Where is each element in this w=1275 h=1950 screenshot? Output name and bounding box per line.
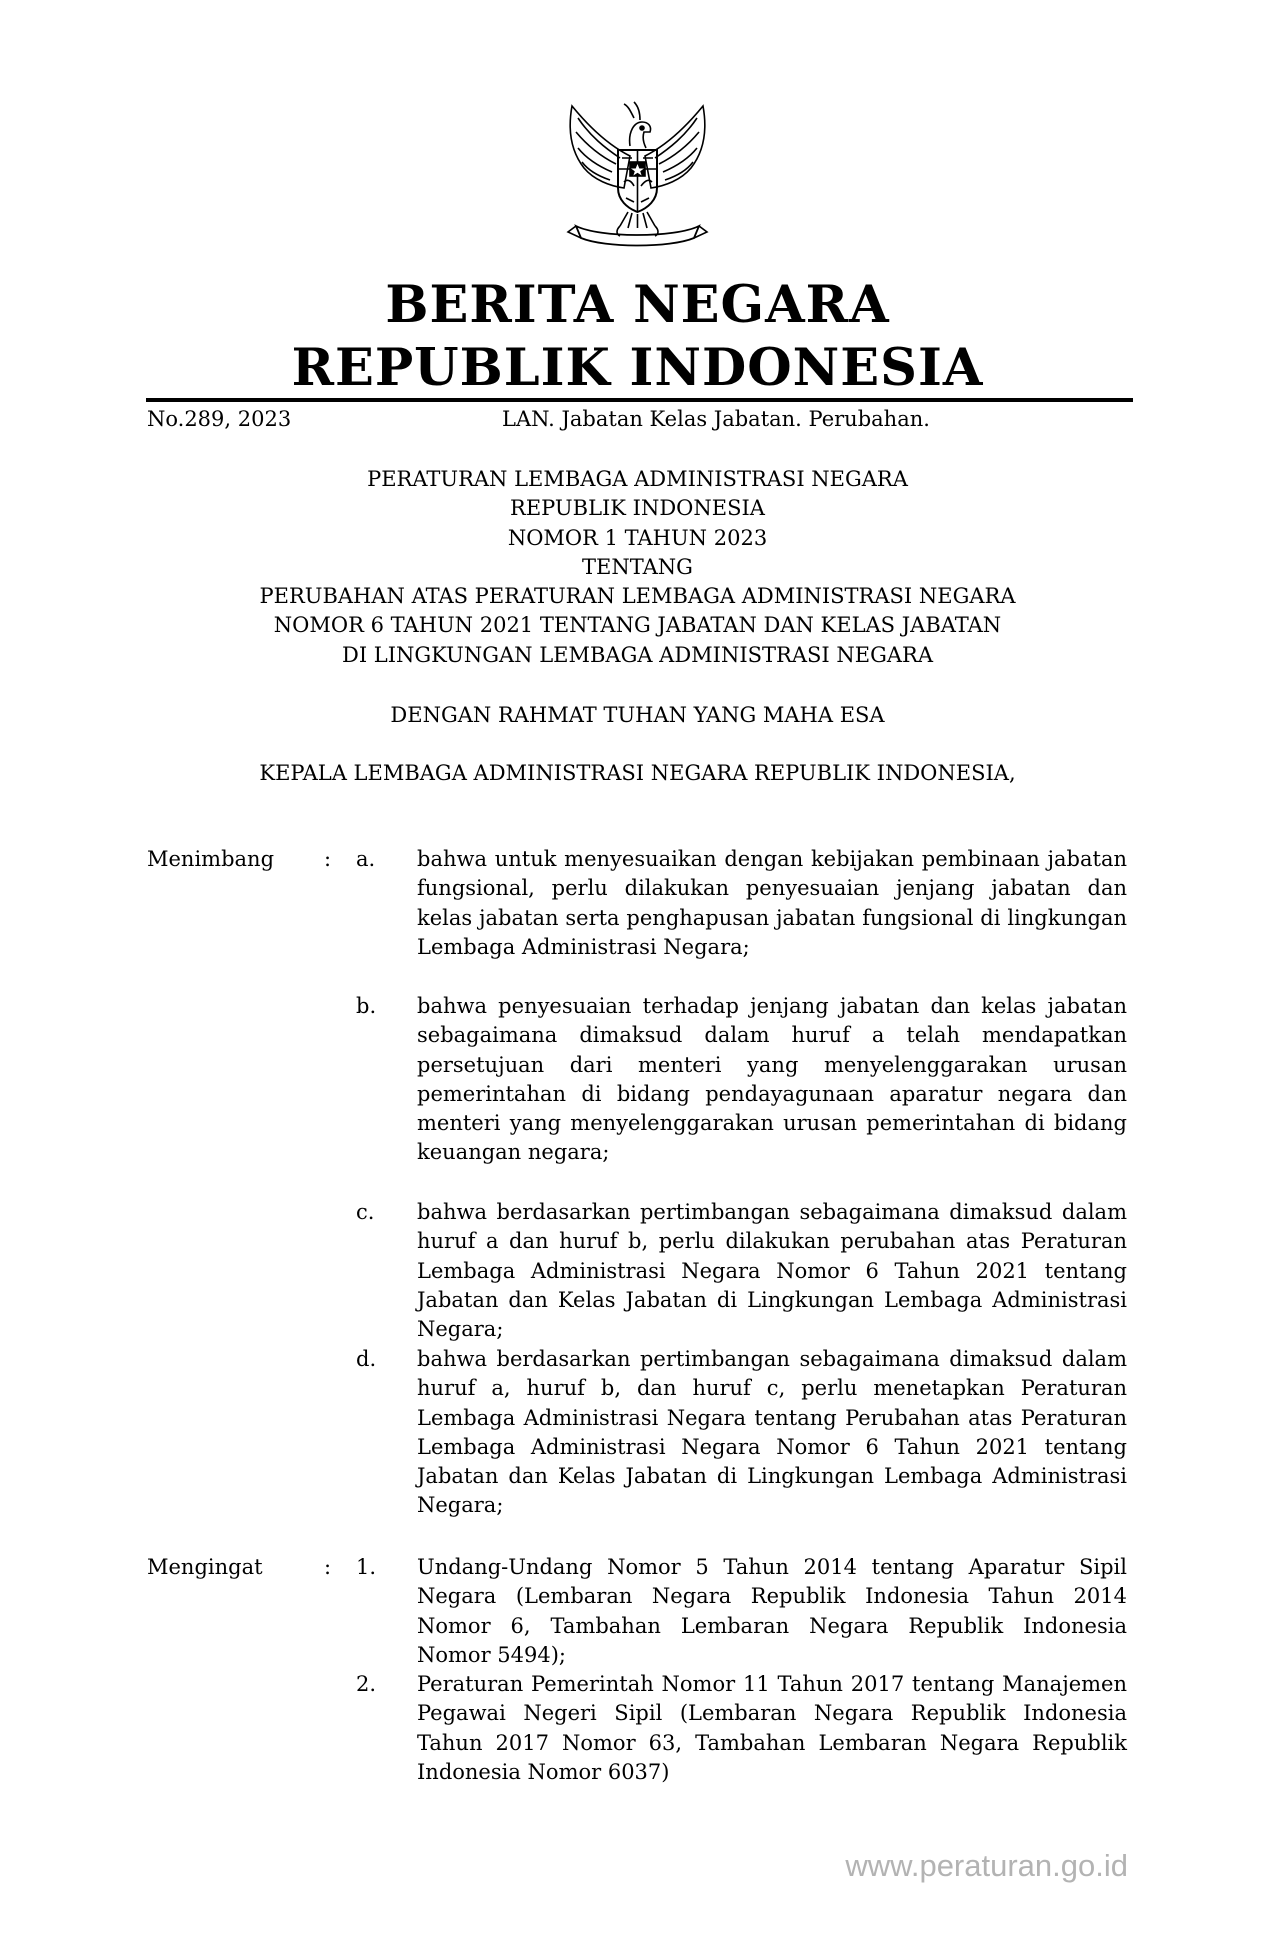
title-line: PERUBAHAN ATAS PERATURAN LEMBAGA ADMINISTRASI NEGARA — [259, 584, 1016, 609]
mengingat-item-mark: 1. — [356, 1555, 377, 1579]
menimbang-item-text: bahwa untuk menyesuaikan dengan kebijakan pembinaan jabatan fungsional, perlu dilakukan penyesuaian jenjang jabatan dan kelas jabatan serta penghapusan jabatan fungsional di lingkungan Lembaga Administrasi Negara; — [417, 847, 1127, 959]
masthead-divider — [146, 398, 1133, 402]
menimbang-label: Menimbang — [147, 847, 275, 871]
regulation-title — [0, 465, 1275, 670]
menimbang-item-mark: b. — [356, 994, 377, 1018]
menimbang-colon: : — [324, 847, 332, 871]
title-line: TENTANG — [582, 554, 693, 579]
mengingat-item-text: Peraturan Pemerintah Nomor 11 Tahun 2017 tentang Manajemen Pegawai Negeri Sipil (Lembaran Negara Republik Indonesia Tahun 2017 Nomor 63, Tambahan Lembaran Negara Republik Indonesia Nomor 6037) — [417, 1672, 1127, 1784]
gazette-number: No.289, 2023 — [147, 407, 292, 431]
menimbang-item-text: bahwa penyesuaian terhadap jenjang jabatan dan kelas jabatan sebagaimana dimaksud dalam huruf a telah mendapatkan persetujuan dari menteri yang menyelenggarakan urusan pemerintahan di bidang pendayagunaan aparatur negara dan menteri yang menyelenggarakan urusan pemerintahan di bidang keuangan negara; — [417, 994, 1127, 1165]
mengingat-label: Mengingat — [147, 1555, 263, 1579]
invocation: DENGAN RAHMAT TUHAN YANG MAHA ESA — [390, 703, 885, 727]
menimbang-item-mark: a. — [356, 847, 376, 871]
gazette-subject: LAN. Jabatan Kelas Jabatan. Perubahan. — [502, 407, 930, 431]
title-line: NOMOR 6 TAHUN 2021 TENTANG JABATAN DAN KELAS JABATAN — [273, 613, 1002, 638]
masthead-title-line-2: REPUBLIK INDONESIA — [291, 338, 984, 398]
menimbang-item-text: bahwa berdasarkan pertimbangan sebagaimana dimaksud dalam huruf a dan huruf b, perlu dilakukan perubahan atas Peraturan Lembaga Administrasi Negara Nomor 6 Tahun 2021 tentang Jabatan dan Kelas Jabatan di Lingkungan Lembaga Administrasi Negara; — [417, 1200, 1127, 1342]
menimbang-item-mark: c. — [356, 1200, 375, 1224]
menimbang-item-mark: d. — [356, 1347, 377, 1371]
title-line: REPUBLIK INDONESIA — [510, 496, 765, 521]
mengingat-colon: : — [324, 1555, 332, 1579]
issuer-line: KEPALA LEMBAGA ADMINISTRASI NEGARA REPUBLIK INDONESIA, — [259, 761, 1016, 785]
menimbang-item-text: bahwa berdasarkan pertimbangan sebagaimana dimaksud dalam huruf a, huruf b, dan huruf c, perlu menetapkan Peraturan Lembaga Administrasi Negara tentang Perubahan atas Peraturan Lembaga Administrasi Negara Nomor 6 Tahun 2021 tentang Jabatan dan Kelas Jabatan di Lingkungan Lembaga Administrasi Negara; — [417, 1347, 1127, 1518]
garuda-emblem-icon — [550, 98, 725, 258]
masthead-title-line-1: BERITA NEGARA — [385, 275, 890, 335]
footer-website-link[interactable]: www.peraturan.go.id — [845, 1848, 1128, 1883]
title-line: PERATURAN LEMBAGA ADMINISTRASI NEGARA — [367, 467, 908, 491]
title-line: DI LINGKUNGAN LEMBAGA ADMINISTRASI NEGARA — [341, 642, 933, 667]
title-line: NOMOR 1 TAHUN 2023 — [507, 525, 768, 550]
mengingat-item-mark: 2. — [356, 1672, 377, 1696]
mengingat-item-text: Undang-Undang Nomor 5 Tahun 2014 tentang Aparatur Sipil Negara (Lembaran Negara Republik Indonesia Tahun 2014 Nomor 6, Tambahan Lembaran Negara Republik Indonesia Nomor 5494); — [417, 1555, 1127, 1667]
